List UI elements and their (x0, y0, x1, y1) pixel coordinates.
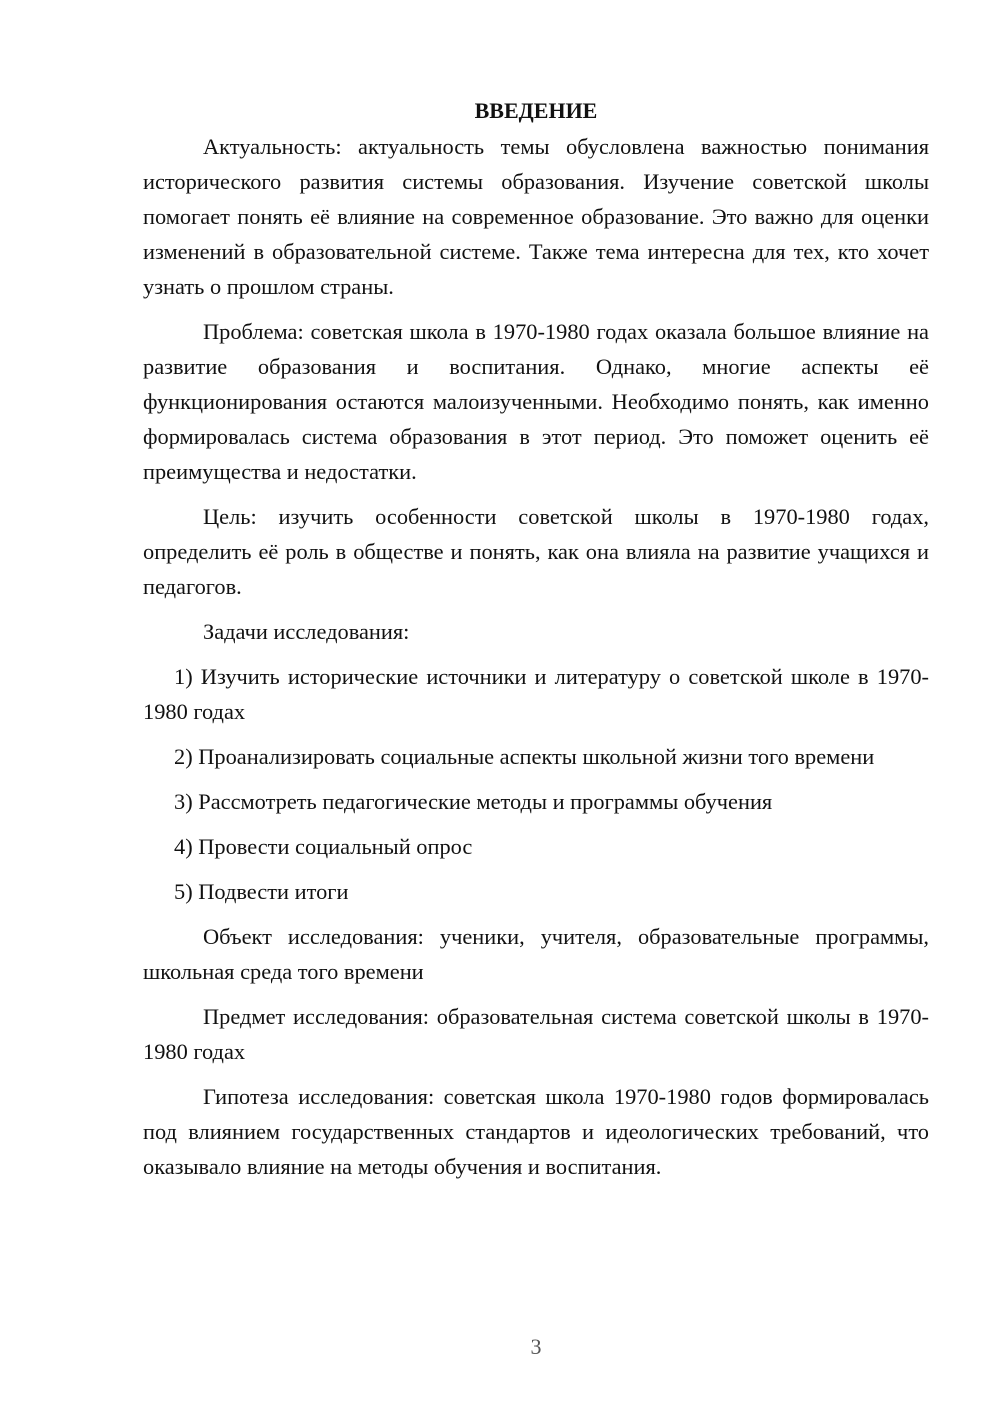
paragraph-problem: Проблема: советская школа в 1970-1980 годах оказала большое влияние на развитие образования и воспитания. Однако, многие аспекты её функционирования остаются малоизученными. Необходимо понять, как именно формировалась система образования в этот период. Это поможет оценить её преимущества и недостатки. (143, 319, 929, 484)
task-item-2: 2) Проанализировать социальные аспекты школьной жизни того времени (174, 744, 875, 769)
paragraph-hypothesis: Гипотеза исследования: советская школа 1970-1980 годов формировалась под влиянием государственных стандартов и идеологических требований, что оказывало влияние на методы обучения и воспитания. (143, 1084, 929, 1179)
paragraph-subject: Предмет исследования: образовательная система советской школы в 1970-1980 годах (143, 1004, 929, 1064)
task-item-3: 3) Рассмотреть педагогические методы и программы обучения (174, 789, 773, 814)
paragraph-goal: Цель: изучить особенности советской школы в 1970-1980 годах, определить её роль в обществе и понять, как она влияла на развитие учащихся и педагогов. (143, 504, 929, 599)
document-page (143, 96, 929, 1184)
page-number: 3 (530, 1334, 542, 1359)
task-item-5: 5) Подвести итоги (174, 879, 349, 904)
paragraph-relevance: Актуальность: актуальность темы обусловлена важностью понимания исторического развития системы образования. Изучение советской школы помогает понять её влияние на современное образование. Это важно для оценки изменений в образовательной системе. Также тема интересна для тех, кто хочет узнать о прошлом страны. (143, 134, 929, 299)
paragraph-object: Объект исследования: ученики, учителя, образовательные программы, школьная среда того времени (143, 924, 929, 984)
page-title: ВВЕДЕНИЕ (474, 98, 598, 123)
task-item-1: 1) Изучить исторические источники и литературу о советской школе в 1970-1980 годах (143, 664, 929, 724)
tasks-heading: Задачи исследования: (203, 619, 410, 644)
task-item-4: 4) Провести социальный опрос (174, 834, 473, 859)
tasks-list (143, 659, 929, 909)
